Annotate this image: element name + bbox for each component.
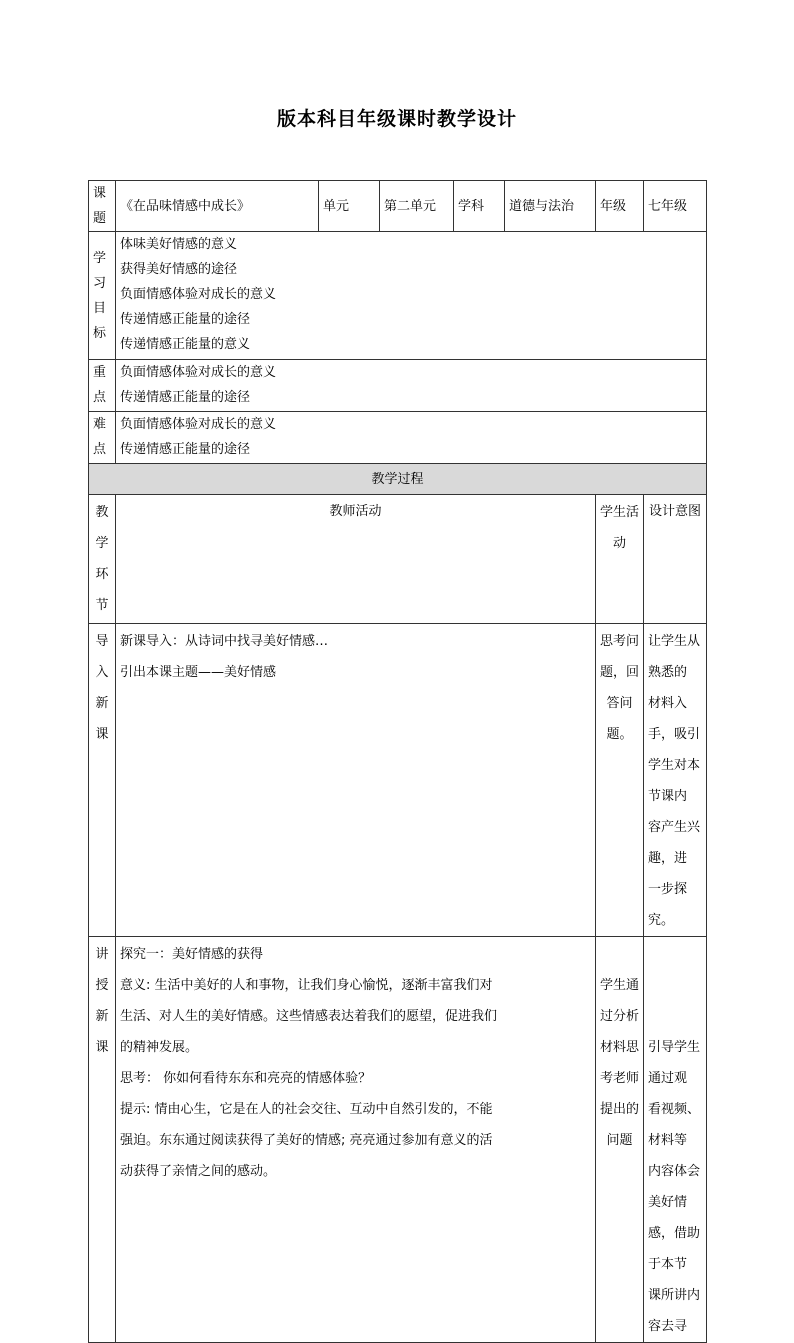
stage-cell: 讲 授 新 课 (89, 937, 116, 1343)
list-item: 传递情感正能量的途径 (120, 442, 251, 457)
list-item: 负面情感体验对成长的意义 (120, 417, 277, 432)
design-intent-cell: 让学生从熟悉的 材料入手，吸引 学生对本节课内 容产生兴趣，进 一步探究。 (644, 624, 707, 937)
teacher-column-header: 教师活动 (116, 495, 596, 624)
key-points-label: 重点 (89, 360, 116, 412)
teacher-activity-cell: 新课导入：从诗词中找寻美好情感… 引出本课主题——美好情感 (116, 624, 596, 937)
unit-label: 单元 (319, 181, 380, 232)
stage-column-header: 教 学 环 节 (89, 495, 116, 624)
list-item: 传递情感正能量的意义 (120, 337, 251, 352)
list-item: 负面情感体验对成长的意义 (120, 287, 277, 302)
lesson-plan-table (88, 180, 707, 1343)
list-item: 获得美好情感的途径 (120, 262, 238, 277)
list-item: 传递情感正能量的途径 (120, 312, 251, 327)
page-title: 版本科目年级课时教学设计 (276, 108, 517, 130)
topic-value: 《在品味情感中成长》 (116, 181, 319, 232)
process-header-row (89, 495, 707, 624)
key-points-list (116, 360, 707, 412)
difficulties-row (89, 412, 707, 464)
goals-row (89, 232, 707, 360)
table-row (89, 937, 707, 1343)
difficulties-label: 难点 (89, 412, 116, 464)
grade-label: 年级 (596, 181, 644, 232)
grade-value: 七年级 (644, 181, 707, 232)
stage-cell: 导 入 新 课 (89, 624, 116, 937)
header-row (89, 181, 707, 232)
subject-label: 学科 (454, 181, 505, 232)
table-row (89, 624, 707, 937)
list-item: 负面情感体验对成长的意义 (120, 365, 277, 380)
goals-list (116, 232, 707, 360)
student-column-header: 学生活 动 (596, 495, 644, 624)
unit-value: 第二单元 (380, 181, 454, 232)
design-column-header: 设计意图 (644, 495, 707, 624)
process-title: 教学过程 (89, 464, 707, 495)
design-intent-cell: 引导学生通过观 看视频、材料等 内容体会美好情 感，借助于本节 课所讲内容去寻 (644, 937, 707, 1343)
student-activity-cell: 思考问 题，回 答问题。 (596, 624, 644, 937)
list-item: 体味美好情感的意义 (120, 237, 238, 252)
key-points-row (89, 360, 707, 412)
teacher-activity-cell: 探究一：美好情感的获得 意义: 生活中美好的人和事物，让我们身心愉悦，逐渐丰富我们对 生活、对人生的美好情感。这些情感表达着我们的愿望，促进我们 的精神发展。 思考： 你如何看待东东和亮亮的情感体验？ 提示: 情由心生，它是在人的社会交往、互动中自然引发的，不能 强迫。东东通过阅读获得了美好的情感; 亮亮通过参加有意义的活 动获得了亲情之间的感动。 (116, 937, 596, 1343)
student-activity-cell: 学生通 过分析 材料思 考老师 提出的 问题 (596, 937, 644, 1343)
difficulties-list (116, 412, 707, 464)
goals-label: 学习 目标 (89, 232, 116, 360)
list-item: 传递情感正能量的途径 (120, 390, 251, 405)
topic-label: 课题 (89, 181, 116, 232)
subject-value: 道德与法治 (505, 181, 596, 232)
process-title-row (89, 464, 707, 495)
